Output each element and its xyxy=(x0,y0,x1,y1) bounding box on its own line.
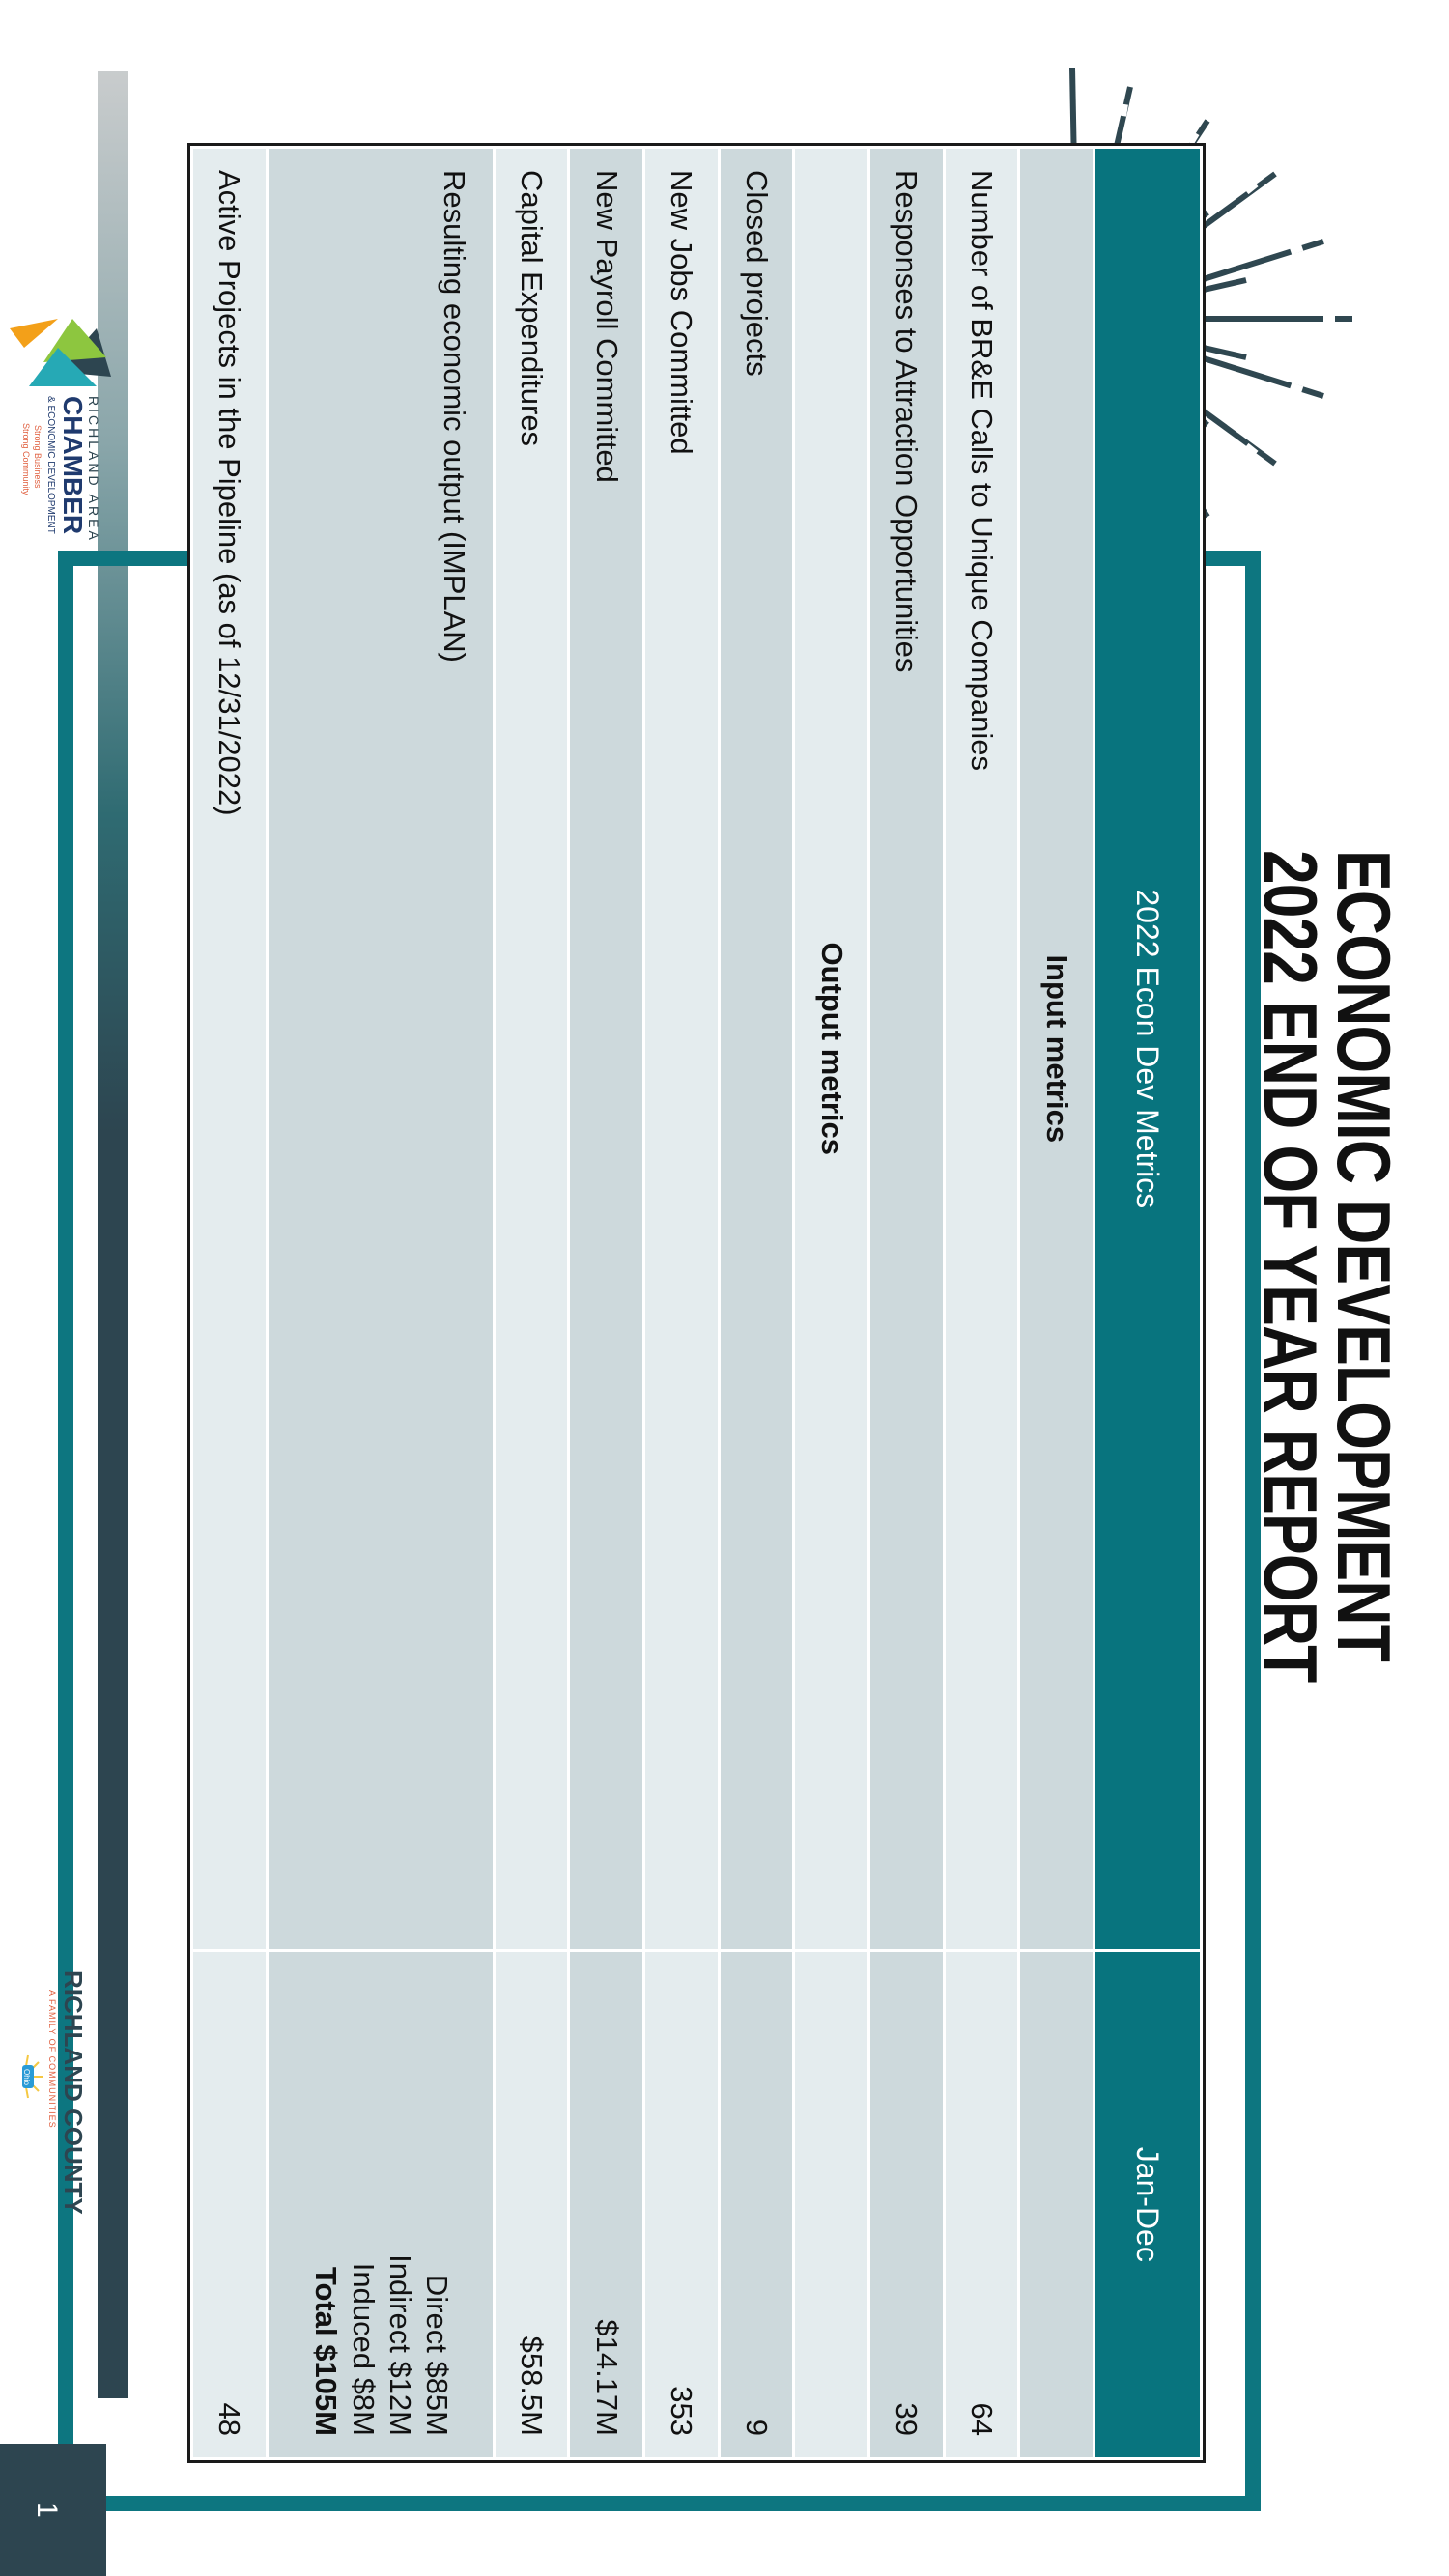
page-number: 1 xyxy=(31,2502,63,2518)
row-value: $58.5M xyxy=(494,1950,569,2458)
table-row xyxy=(494,148,569,2459)
impact-direct: Direct $85M xyxy=(419,2274,454,2436)
section-output-label: Output metrics xyxy=(794,148,869,1951)
row-label: Responses to Attraction Opportunities xyxy=(869,148,945,1951)
county-line-2: A FAMILY OF COMMUNITIES xyxy=(47,1990,57,2129)
county-logo xyxy=(5,1970,92,2250)
chamber-line-5: Strong Community xyxy=(21,423,31,495)
section-input-label: Input metrics xyxy=(1019,148,1094,1951)
section-input-empty xyxy=(1019,1950,1094,2458)
table-row xyxy=(267,148,494,2459)
row-value: 9 xyxy=(719,1950,794,2458)
row-label: Active Projects in the Pipeline (as of 12/31/2022) xyxy=(192,148,268,1951)
row-label: New Jobs Committed xyxy=(644,148,720,1951)
title-line-2: 2022 END OF YEAR REPORT xyxy=(1248,850,1333,1683)
row-label: Capital Expenditures xyxy=(494,148,569,1951)
table-row xyxy=(719,148,794,2459)
chamber-logo xyxy=(0,319,116,570)
title-line-1: ECONOMIC DEVELOPMENT xyxy=(1321,850,1406,1662)
row-value-impact xyxy=(267,1950,494,2458)
metrics-table-container xyxy=(187,143,1206,2463)
report-title xyxy=(1248,850,1406,1719)
county-line-1: RICHLAND COUNTY xyxy=(59,1970,88,2215)
table-row xyxy=(944,148,1019,2459)
chamber-line-1: RICHLAND AREA xyxy=(86,396,101,543)
chamber-line-3: & ECONOMIC DEVELOPMENT xyxy=(45,396,56,534)
header-metric: 2022 Econ Dev Metrics xyxy=(1094,148,1202,1951)
section-row-output xyxy=(794,148,869,2459)
row-value: 39 xyxy=(869,1950,945,2458)
table-row xyxy=(869,148,945,2459)
county-badge: Ohio xyxy=(22,2069,31,2085)
row-value: 48 xyxy=(192,1950,268,2458)
table-header-row xyxy=(1094,148,1202,2459)
header-period: Jan-Dec xyxy=(1094,1950,1202,2458)
section-output-empty xyxy=(794,1950,869,2458)
row-label: Number of BR&E Calls to Unique Companies xyxy=(944,148,1019,1951)
chamber-line-4: Strong Business xyxy=(33,425,43,489)
row-value: $14.17M xyxy=(569,1950,644,2458)
row-value: 64 xyxy=(944,1950,1019,2458)
impact-induced: Induced $8M xyxy=(346,2262,381,2436)
table-row xyxy=(569,148,644,2459)
impact-total: Total $105M xyxy=(308,2266,343,2436)
row-label: Resulting economic output (IMPLAN) xyxy=(267,148,494,1951)
chamber-line-2: CHAMBER xyxy=(58,396,88,535)
table-row xyxy=(644,148,720,2459)
row-label: Closed projects xyxy=(719,148,794,1951)
section-row-input xyxy=(1019,148,1094,2459)
row-label: New Payroll Committed xyxy=(569,148,644,1951)
row-value: 353 xyxy=(644,1950,720,2458)
metrics-table xyxy=(190,146,1203,2460)
impact-indirect: Indirect $12M xyxy=(383,2254,417,2436)
table-row xyxy=(192,148,268,2459)
